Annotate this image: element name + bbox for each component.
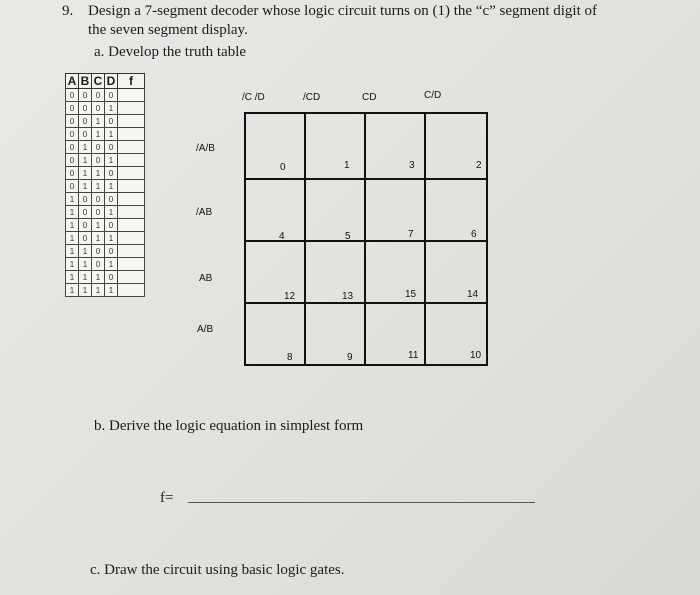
truth-table-row [66,89,145,102]
truth-table-input-cell: 0 [66,128,79,141]
truth-table-input-cell: 1 [66,258,79,271]
truth-table-row [66,141,145,154]
truth-table-input-cell: 1 [92,271,105,284]
kmap-row-header-3: A/B [197,324,214,335]
part-c-label: c. Draw the circuit using basic logic gates. [90,562,345,578]
truth-table-input-cell: 0 [92,193,105,206]
truth-table-input-cell: 1 [79,154,92,167]
kmap-cell-10: 10 [470,350,482,361]
truth-table-input-cell: 1 [66,193,79,206]
truth-table-input-cell: 1 [105,284,118,297]
kmap-cell-5: 5 [345,231,351,242]
truth-table-input-cell: 1 [92,284,105,297]
truth-table-input-cell: 1 [66,284,79,297]
truth-table-row [66,115,145,128]
truth-table-input-cell: 0 [66,115,79,128]
kmap-cell-9: 9 [347,352,353,363]
truth-table-input-cell: 0 [79,206,92,219]
truth-table-output-cell[interactable] [118,206,145,219]
truth-table-body [66,89,145,297]
karnaugh-map [244,112,488,366]
truth-table-output-cell[interactable] [118,141,145,154]
truth-table-input-cell: 0 [92,102,105,115]
truth-table-input-cell: 0 [105,219,118,232]
kmap-divider [304,114,306,364]
truth-table-output-cell[interactable] [118,232,145,245]
truth-table-input-cell: 0 [105,167,118,180]
truth-table-input-cell: 0 [92,245,105,258]
question-number: 9. [62,3,74,19]
truth-table-row [66,245,145,258]
kmap-cell-2: 2 [476,160,482,171]
truth-table-input-cell: 0 [79,232,92,245]
truth-table-input-cell: 1 [66,232,79,245]
truth-table-input-cell: 1 [105,232,118,245]
kmap-cell-3: 3 [409,160,415,171]
kmap-cell-8: 8 [287,352,293,363]
truth-table-row [66,232,145,245]
truth-table-input-cell: 0 [105,193,118,206]
kmap-divider [364,114,366,364]
truth-table-input-cell: 0 [92,89,105,102]
truth-table-input-cell: 0 [105,271,118,284]
truth-table-input-cell: 1 [66,245,79,258]
truth-table-input-cell: 1 [105,180,118,193]
truth-table-output-cell[interactable] [118,284,145,297]
truth-table-input-cell: 1 [105,128,118,141]
truth-table-input-cell: 1 [92,128,105,141]
kmap-col-header-0: /C /D [242,92,265,103]
question-line-2: the seven segment display. [88,22,248,38]
truth-table-input-cell: 1 [92,232,105,245]
truth-table-input-cell: 0 [92,206,105,219]
kmap-cell-4: 4 [279,231,285,242]
truth-table-input-cell: 0 [79,115,92,128]
header-d: D [105,74,118,89]
truth-table-row [66,219,145,232]
answer-line [188,502,535,503]
truth-table-input-cell: 1 [92,167,105,180]
truth-table-input-cell: 0 [66,89,79,102]
kmap-col-header-1: /CD [303,92,321,103]
truth-table-output-cell[interactable] [118,271,145,284]
truth-table-output-cell[interactable] [118,102,145,115]
kmap-divider [246,178,486,180]
question-line-1: Design a 7-segment decoder whose logic circuit turns on (1) the “c” segment digit of [88,3,598,19]
truth-table-row [66,154,145,167]
truth-table-input-cell: 0 [66,141,79,154]
truth-table-input-cell: 1 [79,284,92,297]
truth-table-output-cell[interactable] [118,258,145,271]
truth-table-input-cell: 1 [79,258,92,271]
kmap-cell-12: 12 [284,291,296,302]
truth-table-input-cell: 0 [66,154,79,167]
truth-table-output-cell[interactable] [118,154,145,167]
truth-table-row [66,180,145,193]
kmap-cell-11: 11 [408,350,419,361]
kmap-col-header-3: C/D [424,90,442,101]
truth-table-input-cell: 0 [105,141,118,154]
kmap-cell-14: 14 [467,289,479,300]
truth-table-output-cell[interactable] [118,167,145,180]
truth-table-input-cell: 0 [92,258,105,271]
truth-table-input-cell: 0 [79,193,92,206]
truth-table-input-cell: 0 [105,115,118,128]
truth-table-input-cell: 1 [79,180,92,193]
truth-table-row [66,128,145,141]
truth-table-output-cell[interactable] [118,219,145,232]
truth-table-input-cell: 1 [66,206,79,219]
truth-table-input-cell: 1 [105,102,118,115]
truth-table [65,73,145,297]
truth-table-header-row [66,74,145,89]
kmap-cell-0: 0 [280,162,286,173]
truth-table-input-cell: 0 [79,219,92,232]
truth-table-input-cell: 1 [79,271,92,284]
part-b-label: b. Derive the logic equation in simplest form [94,418,364,434]
f-equals-label: f= [160,490,174,506]
truth-table-output-cell[interactable] [118,180,145,193]
truth-table-input-cell: 0 [79,102,92,115]
truth-table-input-cell: 1 [66,271,79,284]
kmap-row-header-0: /A/B [196,143,215,154]
truth-table-input-cell: 0 [79,89,92,102]
truth-table-input-cell: 1 [79,141,92,154]
header-b: B [79,74,92,89]
truth-table-row [66,258,145,271]
truth-table-input-cell: 1 [66,219,79,232]
kmap-row-header-2: AB [199,273,213,284]
truth-table-input-cell: 0 [92,141,105,154]
truth-table-output-cell[interactable] [118,245,145,258]
truth-table-row [66,193,145,206]
header-a: A [66,74,79,89]
truth-table-input-cell: 0 [79,128,92,141]
header-c: C [92,74,105,89]
kmap-row-header-1: /AB [196,207,213,218]
truth-table-input-cell: 1 [92,219,105,232]
kmap-cell-1: 1 [344,160,350,171]
kmap-cell-7: 7 [408,229,414,240]
truth-table-input-cell: 1 [105,154,118,167]
kmap-cell-15: 15 [405,289,417,300]
header-f: f [118,74,145,89]
truth-table-input-cell: 0 [66,102,79,115]
truth-table-input-cell: 1 [92,180,105,193]
truth-table-input-cell: 0 [66,180,79,193]
truth-table-row [66,167,145,180]
part-a-label: a. Develop the truth table [94,44,247,60]
kmap-divider [246,302,486,304]
truth-table-output-cell[interactable] [118,115,145,128]
truth-table-input-cell: 1 [79,167,92,180]
truth-table-input-cell: 1 [105,206,118,219]
truth-table-output-cell[interactable] [118,193,145,206]
truth-table-input-cell: 0 [105,89,118,102]
truth-table-input-cell: 1 [92,115,105,128]
kmap-cell-6: 6 [471,229,477,240]
truth-table-output-cell[interactable] [118,128,145,141]
truth-table-row [66,271,145,284]
truth-table-output-cell[interactable] [118,89,145,102]
truth-table-input-cell: 1 [105,258,118,271]
truth-table-row [66,206,145,219]
kmap-col-header-2: CD [362,92,377,103]
truth-table-input-cell: 0 [92,154,105,167]
truth-table-input-cell: 0 [105,245,118,258]
truth-table-input-cell: 1 [79,245,92,258]
truth-table-input-cell: 0 [66,167,79,180]
kmap-cell-13: 13 [342,291,354,302]
kmap-divider [424,114,426,364]
truth-table-row [66,102,145,115]
truth-table-row [66,284,145,297]
